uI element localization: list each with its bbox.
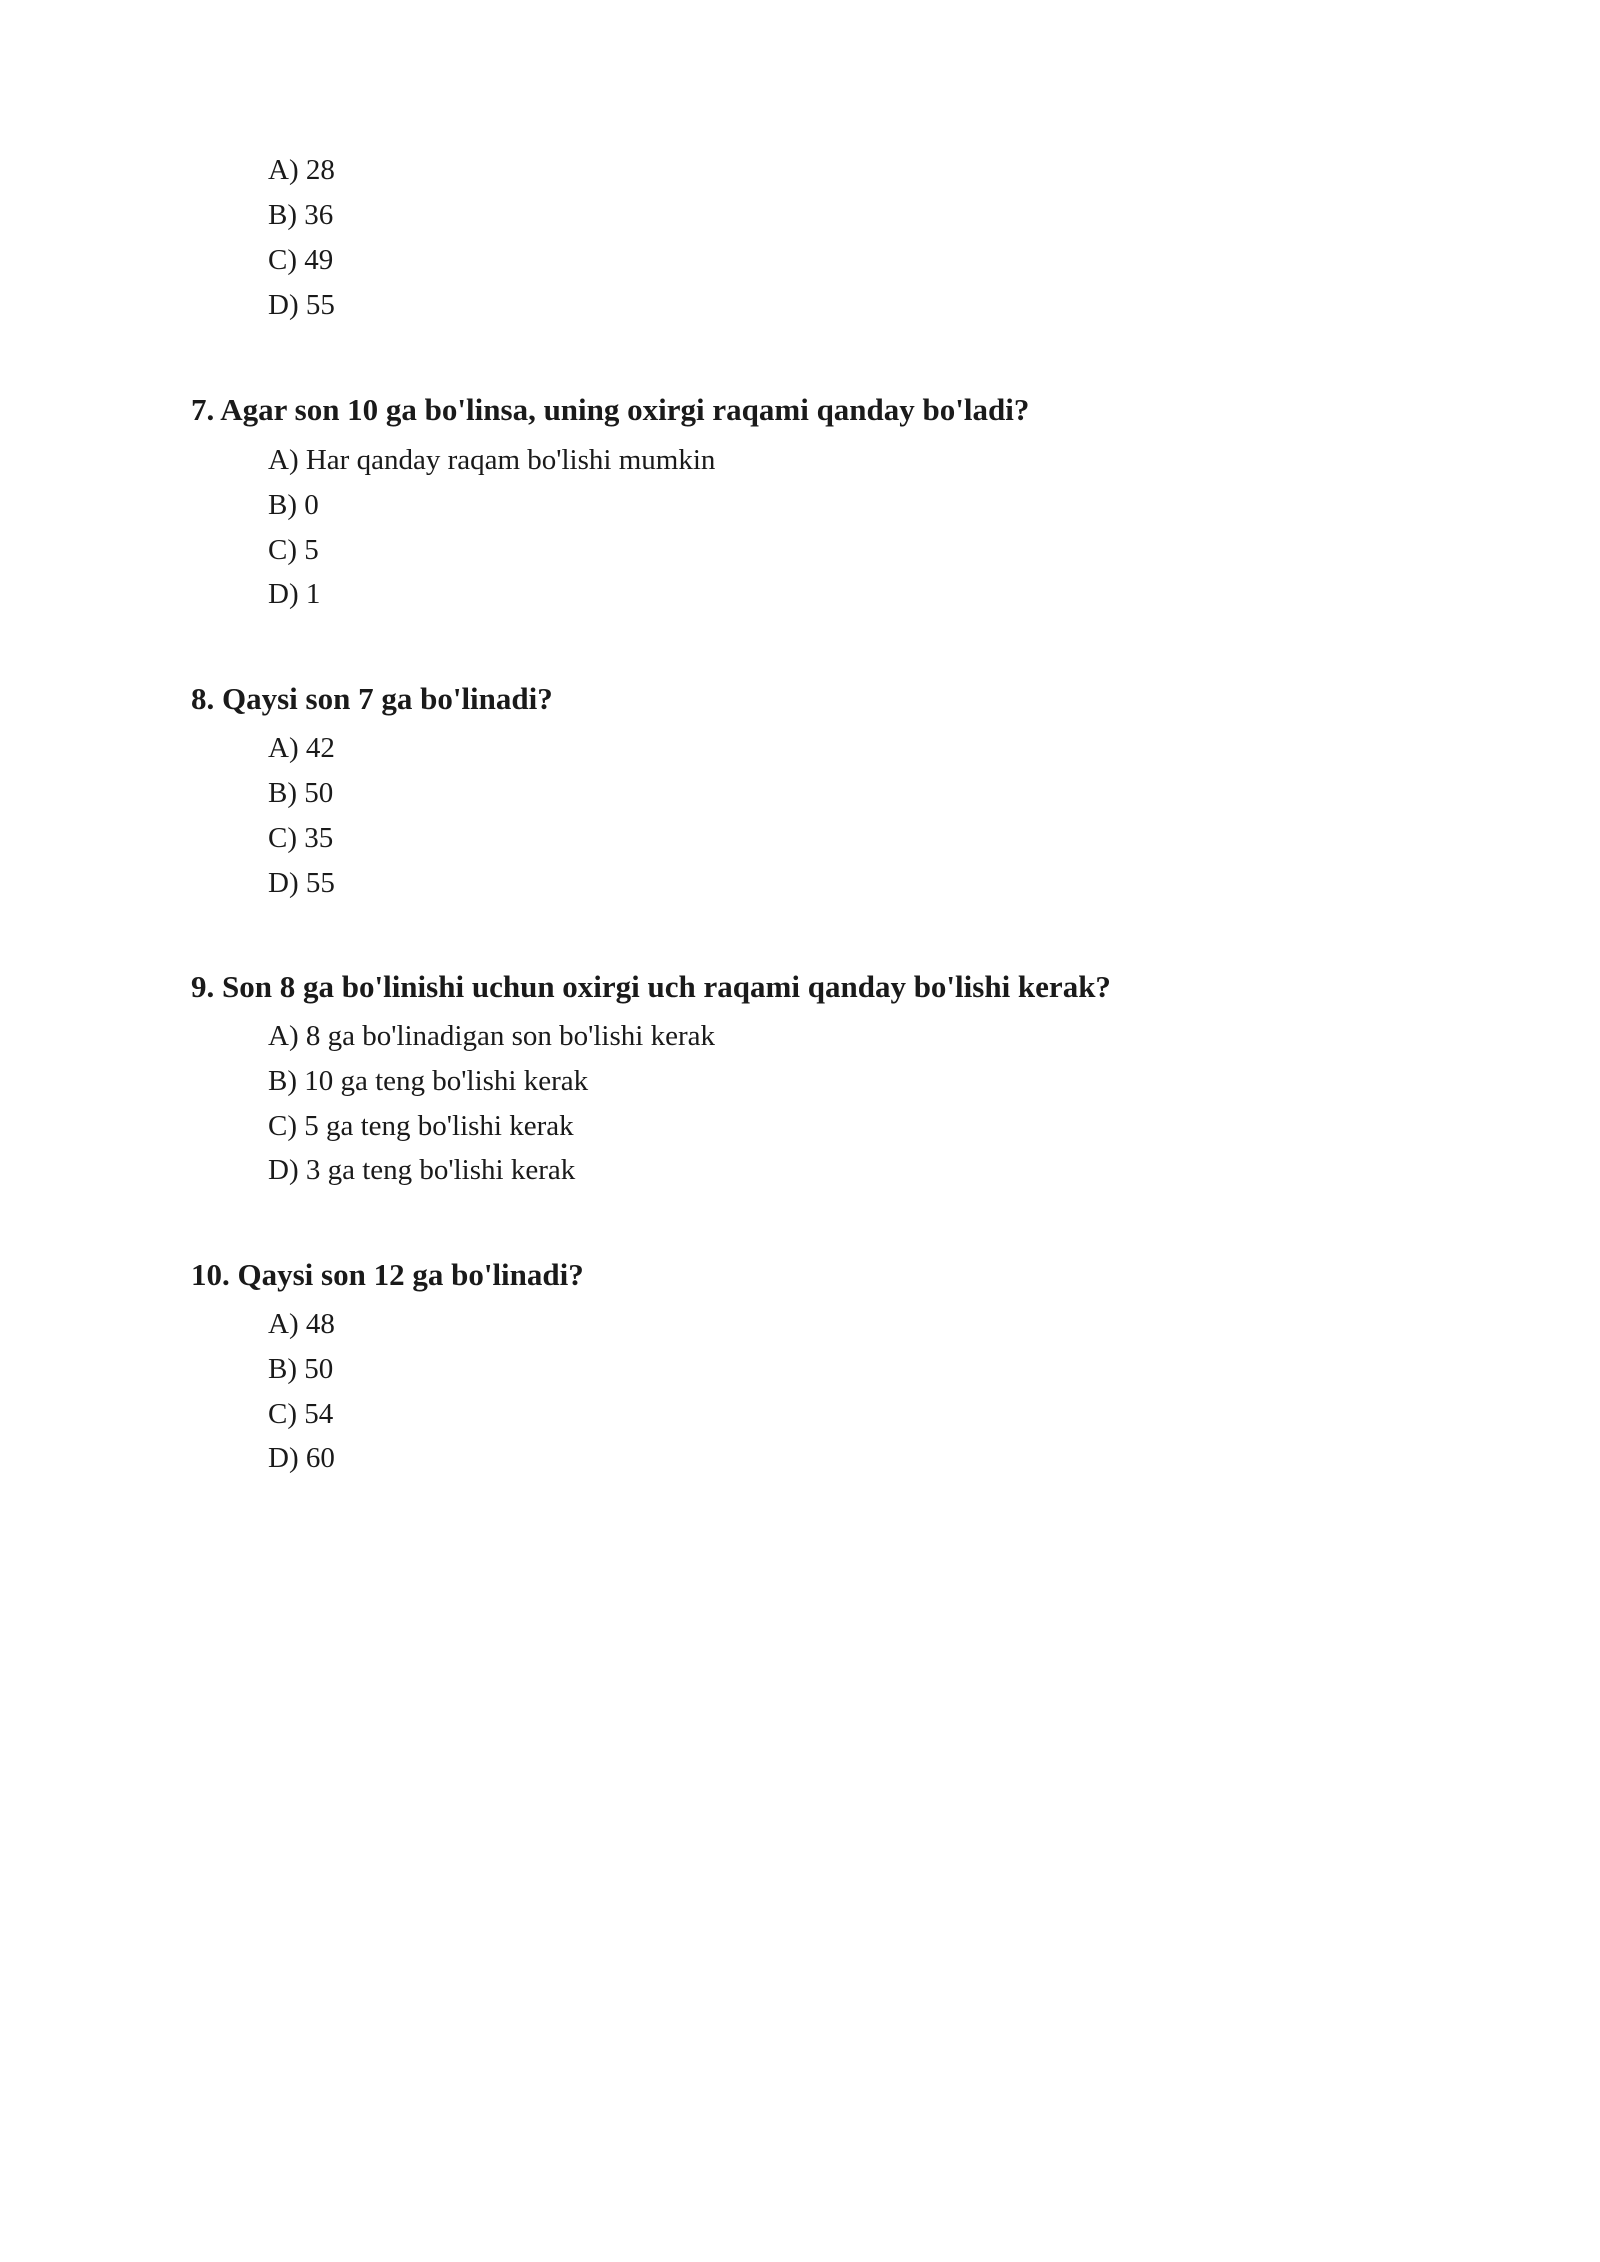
option-b: B) 0 <box>268 489 319 521</box>
option-d: D) 3 ga teng bo'lishi kerak <box>268 1154 576 1186</box>
question-title: 7. Agar son 10 ga bo'linsa, uning oxirgi raqami qanday bo'ladi? <box>191 392 1030 427</box>
option-a: A) 42 <box>268 732 335 764</box>
option-a: A) Har qanday raqam bo'lishi mumkin <box>268 444 716 476</box>
option-b: B) 50 <box>268 1353 334 1385</box>
option-a: A) 28 <box>268 154 335 186</box>
option-c: C) 5 <box>268 534 319 566</box>
option-b: B) 50 <box>268 777 334 809</box>
question-title: 10. Qaysi son 12 ga bo'linadi? <box>191 1257 584 1292</box>
option-d: D) 1 <box>268 578 321 610</box>
option-a: A) 8 ga bo'linadigan son bo'lishi kerak <box>268 1020 715 1052</box>
question-title: 9. Son 8 ga bo'linishi uchun oxirgi uch raqami qanday bo'lishi kerak? <box>191 969 1111 1004</box>
option-c: C) 49 <box>268 244 334 276</box>
option-a: A) 48 <box>268 1308 335 1340</box>
option-c: C) 35 <box>268 822 334 854</box>
option-b: B) 36 <box>268 199 334 231</box>
option-c: C) 5 ga teng bo'lishi kerak <box>268 1110 574 1142</box>
option-d: D) 55 <box>268 289 335 321</box>
question-title: 8. Qaysi son 7 ga bo'linadi? <box>191 681 553 716</box>
option-c: C) 54 <box>268 1398 334 1430</box>
option-d: D) 55 <box>268 867 335 899</box>
option-d: D) 60 <box>268 1442 335 1474</box>
option-b: B) 10 ga teng bo'lishi kerak <box>268 1065 589 1097</box>
